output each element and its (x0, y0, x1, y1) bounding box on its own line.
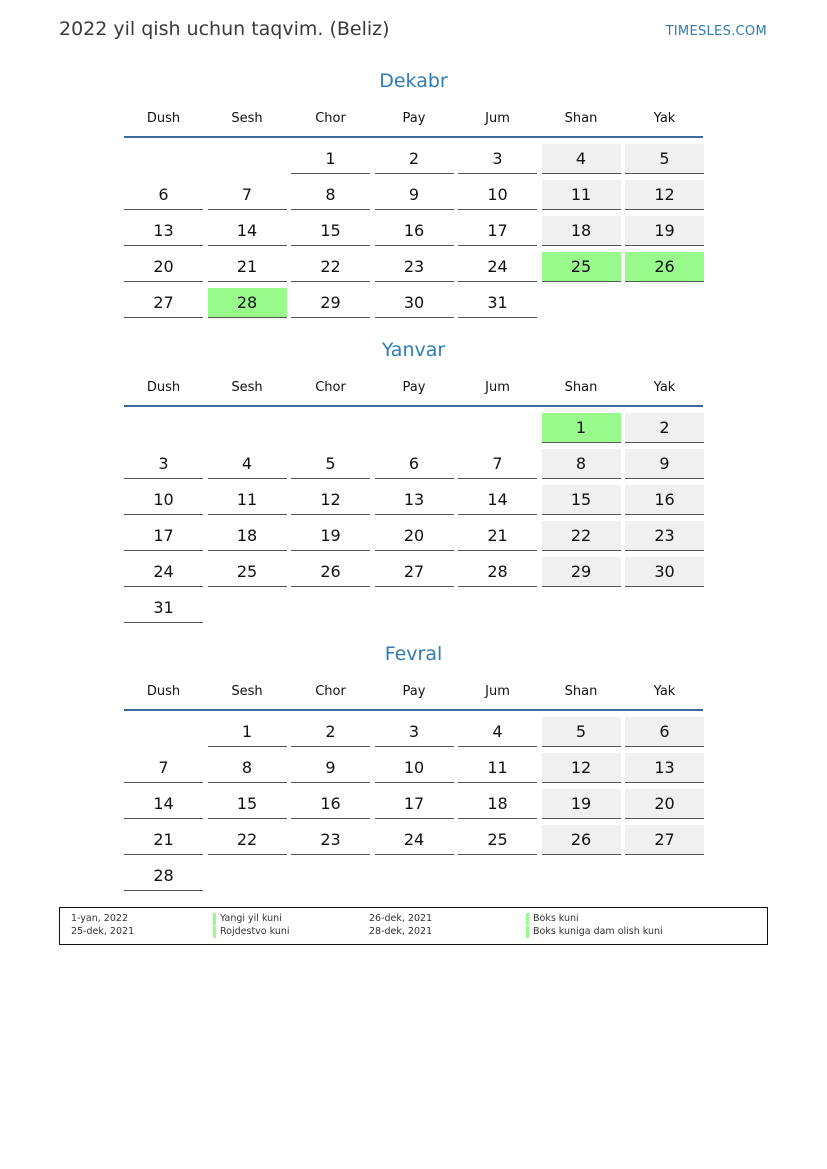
day-cell: 2 (291, 717, 370, 747)
day-cell: 3 (375, 717, 454, 747)
day-cell: 8 (542, 449, 621, 479)
weekday-header: Pay (402, 684, 426, 699)
day-cell: 14 (208, 216, 287, 246)
legend-date: 25-dek, 2021 (71, 926, 135, 937)
weekday-header: Sesh (231, 380, 263, 395)
day-cell: 11 (208, 485, 287, 515)
header-rule (124, 136, 703, 138)
weekday-header: Yak (653, 684, 676, 699)
weekday-header: Shan (564, 111, 598, 126)
day-cell: 17 (375, 789, 454, 819)
day-cell: 21 (208, 252, 287, 282)
day-cell: 7 (208, 180, 287, 210)
day-cell: 20 (375, 521, 454, 551)
legend-holiday-label: Yangi yil kuni (220, 913, 282, 924)
day-cell: 5 (291, 449, 370, 479)
day-cell: 31 (458, 288, 537, 318)
day-cell: 9 (625, 449, 704, 479)
day-cell: 21 (124, 825, 203, 855)
day-cell: 11 (458, 753, 537, 783)
day-cell: 24 (124, 557, 203, 587)
day-cell: 3 (458, 144, 537, 174)
weekday-header: Shan (564, 684, 598, 699)
day-cell: 22 (208, 825, 287, 855)
weekday-header: Sesh (231, 111, 263, 126)
holiday-color-marker (526, 913, 529, 925)
day-cell: 28 (124, 861, 203, 891)
day-cell: 16 (291, 789, 370, 819)
day-cell: 14 (124, 789, 203, 819)
holiday-color-marker (213, 926, 216, 938)
day-cell: 9 (375, 180, 454, 210)
legend-date: 1-yan, 2022 (71, 913, 128, 924)
day-cell: 4 (458, 717, 537, 747)
day-cell: 1 (208, 717, 287, 747)
day-cell: 15 (291, 216, 370, 246)
day-cell: 7 (124, 753, 203, 783)
legend-holiday-name (213, 926, 290, 938)
weekday-header: Chor (315, 111, 346, 126)
day-cell: 13 (625, 753, 704, 783)
legend-date: 28-dek, 2021 (369, 926, 433, 937)
weekday-header: Jum (485, 111, 510, 126)
day-cell: 25 (208, 557, 287, 587)
day-cell: 18 (458, 789, 537, 819)
day-cell: 29 (542, 557, 621, 587)
day-cell: 16 (375, 216, 454, 246)
day-cell: 18 (542, 216, 621, 246)
day-cell: 27 (375, 557, 454, 587)
day-cell: 30 (625, 557, 704, 587)
day-cell: 27 (124, 288, 203, 318)
month-title: Fevral (384, 643, 443, 665)
day-cell: 12 (291, 485, 370, 515)
legend-holiday-name (526, 926, 663, 938)
day-cell: 4 (542, 144, 621, 174)
day-cell: 24 (375, 825, 454, 855)
day-cell: 14 (458, 485, 537, 515)
day-cell: 7 (458, 449, 537, 479)
day-cell: 25 (458, 825, 537, 855)
weekday-header: Yak (653, 111, 676, 126)
day-cell: 23 (375, 252, 454, 282)
day-cell: 2 (375, 144, 454, 174)
weekday-header: Pay (402, 111, 426, 126)
day-cell: 6 (625, 717, 704, 747)
month-title: Dekabr (379, 70, 448, 92)
holiday-day-cell: 1 (542, 413, 621, 443)
day-cell: 5 (542, 717, 621, 747)
weekday-header: Pay (402, 380, 426, 395)
holiday-day-cell: 26 (625, 252, 704, 282)
day-cell: 16 (625, 485, 704, 515)
legend-holiday-label: Boks kuni (533, 913, 579, 924)
day-cell: 6 (124, 180, 203, 210)
day-cell: 26 (542, 825, 621, 855)
day-cell: 3 (124, 449, 203, 479)
day-cell: 17 (124, 521, 203, 551)
weekday-header: Dush (146, 380, 181, 395)
day-cell: 13 (375, 485, 454, 515)
day-cell: 29 (291, 288, 370, 318)
day-cell: 26 (291, 557, 370, 587)
day-cell: 10 (375, 753, 454, 783)
day-cell: 10 (124, 485, 203, 515)
legend-date: 26-dek, 2021 (369, 913, 433, 924)
day-cell: 2 (625, 413, 704, 443)
day-cell: 28 (458, 557, 537, 587)
day-cell: 12 (625, 180, 704, 210)
day-cell: 13 (124, 216, 203, 246)
holiday-color-marker (526, 926, 529, 938)
weekday-header: Shan (564, 380, 598, 395)
day-cell: 18 (208, 521, 287, 551)
holiday-day-cell: 25 (542, 252, 621, 282)
day-cell: 22 (542, 521, 621, 551)
day-cell: 24 (458, 252, 537, 282)
site-link[interactable]: TIMESLES.COM (665, 24, 767, 39)
day-cell: 10 (458, 180, 537, 210)
day-cell: 20 (124, 252, 203, 282)
day-cell: 27 (625, 825, 704, 855)
day-cell: 23 (291, 825, 370, 855)
header-rule (124, 405, 703, 407)
page-title: 2022 yil qish uchun taqvim. (Beliz) (59, 18, 390, 40)
legend-holiday-label: Rojdestvo kuni (220, 926, 290, 937)
weekday-header: Yak (653, 380, 676, 395)
day-cell: 19 (625, 216, 704, 246)
day-cell: 8 (291, 180, 370, 210)
month-title: Yanvar (381, 339, 446, 361)
holiday-legend (59, 907, 768, 945)
day-cell: 20 (625, 789, 704, 819)
weekday-header: Sesh (231, 684, 263, 699)
day-cell: 19 (542, 789, 621, 819)
day-cell: 19 (291, 521, 370, 551)
day-cell: 21 (458, 521, 537, 551)
weekday-header: Dush (146, 684, 181, 699)
day-cell: 17 (458, 216, 537, 246)
legend-holiday-name (213, 913, 282, 925)
day-cell: 5 (625, 144, 704, 174)
day-cell: 31 (124, 593, 203, 623)
weekday-header: Chor (315, 380, 346, 395)
day-cell: 11 (542, 180, 621, 210)
header-rule (124, 709, 703, 711)
weekday-header: Dush (146, 111, 181, 126)
holiday-color-marker (213, 913, 216, 925)
day-cell: 15 (542, 485, 621, 515)
day-cell: 12 (542, 753, 621, 783)
day-cell: 22 (291, 252, 370, 282)
holiday-day-cell: 28 (208, 288, 287, 318)
day-cell: 8 (208, 753, 287, 783)
day-cell: 15 (208, 789, 287, 819)
day-cell: 30 (375, 288, 454, 318)
day-cell: 23 (625, 521, 704, 551)
day-cell: 4 (208, 449, 287, 479)
day-cell: 6 (375, 449, 454, 479)
weekday-header: Chor (315, 684, 346, 699)
day-cell: 9 (291, 753, 370, 783)
legend-holiday-name (526, 913, 579, 925)
weekday-header: Jum (485, 684, 510, 699)
legend-holiday-label: Boks kuniga dam olish kuni (533, 926, 663, 937)
weekday-header: Jum (485, 380, 510, 395)
day-cell: 1 (291, 144, 370, 174)
